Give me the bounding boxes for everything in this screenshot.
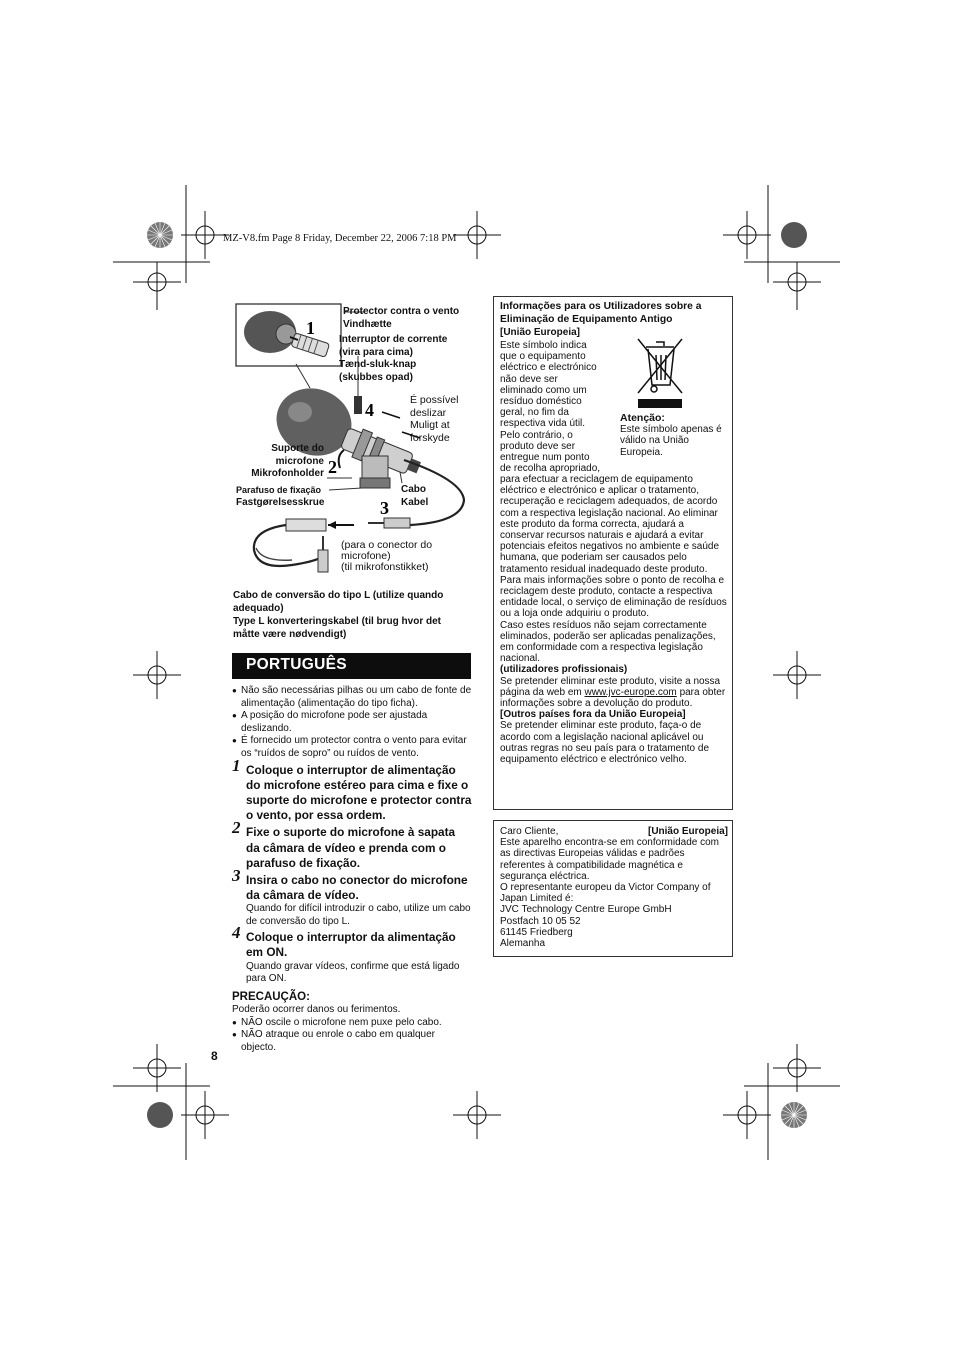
caution-intro: Poderão ocorrer danos ou ferimentos. bbox=[232, 1004, 401, 1016]
callout-4: 4 bbox=[365, 400, 374, 420]
disposal-narrow-text: Este símbolo indica que o equipamento eléctrico e electrónico não deve ser eliminado como um resíduo doméstico geral, no fim da respectiva vida útil. Pelo contrário, o produto deve ser entregue num ponto de recolha apropriado, bbox=[500, 340, 601, 475]
label-cable: Cabo Kabel bbox=[401, 484, 429, 508]
instructions-column bbox=[232, 685, 472, 1054]
callout-2: 2 bbox=[328, 457, 337, 477]
customer-notice-box bbox=[493, 820, 733, 957]
customer-text: Caro Cliente, [União Europeia] Este aparelho encontra-se em conformidade com as directivas Europeias válidas e padrões referentes à compatibilidade magnética e segurança eléctrica. O representante europeu da Victor Company of Japan Limited é: JVC Technology Centre Europe GmbH Postfach 10 05 52 61145 Friedberg Alemanha bbox=[500, 826, 728, 950]
step-3: 3 Insira o cabo no conector do microfone da câmara de vídeo. Quando for difícil introduzir o cabo, utilize um cabo de conversão do tipo L. bbox=[232, 865, 471, 927]
caution-item: ● NÃO oscile o microfone nem puxe pelo cabo. bbox=[232, 1017, 472, 1030]
callout-3: 3 bbox=[380, 498, 389, 518]
label-windscreen: Protector contra o vento Vindhætte bbox=[343, 306, 460, 330]
caution-title: PRECAUÇÃO: bbox=[232, 991, 310, 1004]
page-number: 8 bbox=[211, 1049, 218, 1063]
step-4: 4 Coloque o interruptor da alimentação em ON. Quando gravar vídeos, confirme que está ligado para ON. bbox=[232, 923, 460, 985]
caution-item: ● NÃO atraque ou enrole o cabo em qualquer objecto. bbox=[232, 1029, 472, 1054]
bullet-item: ● Não são necessárias pilhas ou um cabo de fonte de alimentação (alimentação do tipo ficha). bbox=[232, 685, 472, 710]
label-power-switch: Interruptor de corrente (vira para cima) Tænd-sluk-knap (skubbes opad) bbox=[339, 334, 448, 383]
jvc-website-link[interactable]: www.jvc-europe.com bbox=[584, 686, 677, 698]
label-slide: É possível deslizar Muligt at forskyde bbox=[410, 394, 459, 444]
bullet-item: ● É fornecido um protector contra o vento para evitar os “ruídos de sopro” ou ruídos de vento. bbox=[232, 735, 472, 760]
label-holder: Suporte do microfone Mikrofonholder bbox=[251, 443, 324, 479]
label-screw: Parafuso de fixação Fastgørelsesskrue bbox=[236, 485, 325, 508]
bullet-item: ● A posição do microfone pode ser ajustada deslizando. bbox=[232, 710, 472, 735]
step-2: 2 Fixe o suporte do microfone à sapata da câmara de vídeo e prenda com o parafuso de fixação. bbox=[232, 818, 456, 870]
attention-block: Atenção: Este símbolo apenas é válido na União Europeia. bbox=[620, 412, 722, 458]
disposal-info-box bbox=[493, 296, 733, 810]
figure-caption: Cabo de conversão do tipo L (utilize quando adequado) Type L konverteringskabel (til brug hvor det måtte være nødvendigt) bbox=[233, 590, 444, 640]
callout-1: 1 bbox=[306, 318, 315, 338]
disposal-title: Informações para os Utilizadores sobre a Eliminação de Equipamento Antigo bbox=[500, 301, 702, 325]
step-1: 1 Coloque o interruptor de alimentação do microfone estéreo para cima e fixe o suporte do microfone e protector contra o vento, por essa ordem. bbox=[232, 755, 472, 823]
eu-heading: [União Europeia] bbox=[500, 327, 581, 338]
disposal-body: para efectuar a reciclagem de equipamento eléctrico e electrónico e aplicar o tratamento, recuperação e reciclagem adequados, de acordo com a respectiva legislação nacional. Ao eliminar este produto da forma correcta, ajudará a conservar recursos naturais e ajudará a evitar potenciais efeitos negativos no ambiente e saúde humana, que poderiam ser causados pelo tratamento residual inadequado deste produto. Para mais informações sobre o ponto de recolha e reciclagem deste produto, contacte a respectiva entidade local, o serviço de eliminação de resíduos ou a loja onde adquiriu o produto. Caso estes resíduos não sejam correctamente eliminados, poderão ser aplicadas penalizações, em conformidade com a respectiva legislação nacional. (utilizadores profissionais) Se pretender eliminar este produto, visite a nossa página da web em www.jvc-europe.com para obter informações sobre a devolução do produto. [Outros países fora da União Europeia] Se pretender eliminar este produto, faça-o de acordo com a legislação nacional aplicável ou outras regras no seu país para o tratamento de equipamento eléctrico e electrónico velho. bbox=[500, 474, 727, 766]
crossed-bin-icon bbox=[634, 335, 686, 409]
section-title-bar bbox=[232, 653, 471, 679]
file-info-header: MZ-V8.fm Page 8 Friday, December 22, 2006 7:18 PM bbox=[223, 233, 457, 244]
label-connector: (para o conector do microfone) (til mikrofonstikket) bbox=[341, 539, 433, 573]
section-title: PORTUGUÊS bbox=[246, 656, 347, 673]
